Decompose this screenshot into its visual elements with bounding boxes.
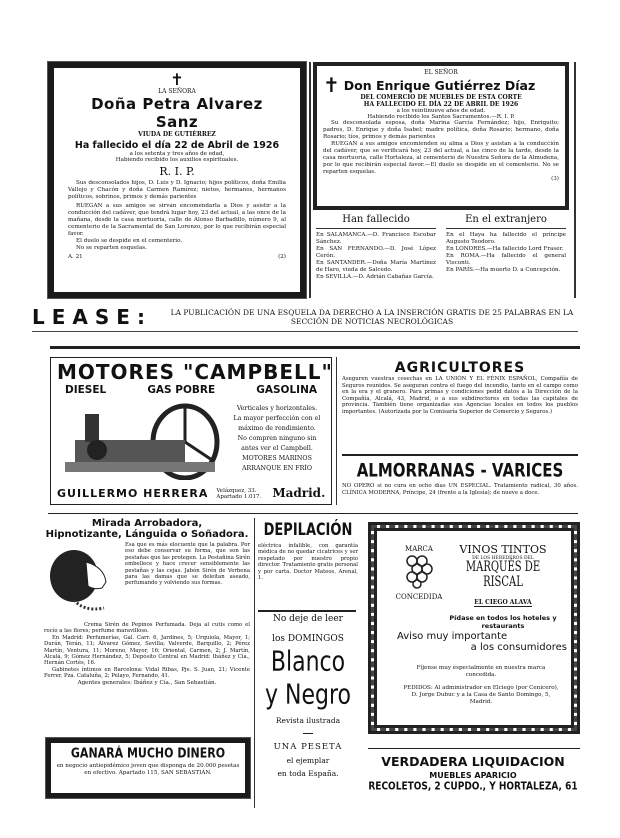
ad-title: GANARÁ MUCHO DINERO	[70, 745, 226, 762]
ad-title: AGRICULTORES	[394, 360, 526, 376]
ad-line: los DOMINGOS	[272, 634, 344, 644]
ad-mirada-siren	[44, 518, 250, 687]
ad-address: RECOLETOS, 2 CUPDO., Y HORTALEZA, 61	[368, 781, 578, 793]
ad-verdadera-liquidacion	[362, 754, 584, 792]
ad-title: DEPILACIÓN	[263, 520, 353, 541]
obituary-petra-alvarez	[48, 62, 306, 298]
lease-word: LEASE:	[32, 304, 152, 329]
ad-depilacion	[258, 520, 358, 581]
ad-text: Crema Sirén de Pepinos Perfumada. Deja al cutis como el rocío a las flores; perfume maravilloso.	[44, 622, 250, 635]
obit-line: DEL COMERCIO DE MUEBLES DE ESTA CORTE	[360, 94, 522, 101]
list-item: En SEVILLA.—D. Adrián Cabañas García.	[316, 274, 434, 280]
marca-label: MARCA	[405, 545, 433, 553]
cross-icon: ✝	[170, 70, 184, 89]
ad-title: Mirada Arrobadora,	[91, 518, 203, 529]
list-item: En LONDRES.—Ha fallecido Lord Fraser.	[446, 246, 564, 252]
obit-name: Doña Petra Alvarez Sanz	[91, 95, 263, 131]
obituary-enrique-gutierrez	[313, 62, 569, 210]
ad-almorranas	[342, 458, 578, 496]
ad-line: DE LOS HEREDEROS DEL	[472, 556, 534, 561]
ad-ganara	[46, 738, 250, 798]
list-item: En SAN FERNANDO.—D. José López Cerón.	[316, 246, 436, 259]
grapes-icon	[404, 553, 434, 589]
company-address: Velázquez, 33. Apartado 1.017.	[216, 488, 262, 500]
ad-line: No deje de leer	[272, 614, 343, 624]
deaths-column	[316, 214, 436, 281]
obit-code: (2)	[278, 254, 286, 260]
ad-text: Esa que es más elocuente que la palabra. Por eso debe conservar su forma, que son las pestañas que las protegen. La Pestañina Sirén embellece y hace crecer sensiblemente las pestañas y las cejas. Jabón Sirén de Verbena para las damas que se deleitan aseado, perfumando y volviendo sus formas.	[125, 542, 250, 587]
divider	[48, 513, 578, 514]
section-title: En el extranjero	[446, 214, 566, 229]
ad-line: No compren ninguno sin antes ver el Campbell.	[237, 435, 317, 452]
ad-line: en toda España.	[277, 769, 339, 778]
divider	[368, 748, 580, 749]
ad-motores-campbell	[50, 357, 332, 505]
ad-line: el ejemplar	[286, 756, 330, 765]
obit-request: RUEGAN a sus amigos se sirvan encomendarla a Dios y asistir a la conducción del cadáver, que tendrá lugar hoy, 23 del actual, a las once de la mañana, desde la casa mortuoria, calle de Alonso Barbadillo, número 9, al cementerio de la Sacramental de San Lorenzo, por lo que recibirán especial favor.	[68, 203, 286, 237]
ad-subtitle: MUEBLES APARICIO	[429, 771, 517, 780]
list-item: En ROMA.—Ha fallecido el general Visconti.	[446, 253, 566, 266]
list-item: En SANTANDER.—Doña María Martínez de Haro, viuda de Salcedo.	[316, 260, 436, 273]
abroad-column	[446, 214, 566, 274]
ad-subtitle: Hipnotizante, Lánguida o Soñadora.	[45, 529, 249, 540]
obit-farewell: El duelo se despide en el cementerio.	[76, 238, 183, 244]
ad-line: ARRANQUE EN FRÍO	[241, 465, 313, 472]
ad-line: Pídase en todos los hoteles y restaurants	[449, 614, 557, 630]
obit-ref: A. 21	[68, 254, 83, 260]
type-diesel: DIESEL	[65, 384, 107, 396]
ad-text: eléctrica infalible, con garantía médica de no quedar cicatrices y ser respetado por nuestro propio director. Tratamiento gratis personal y por carta. Doctor Mateos, Arenal, 1.	[258, 543, 358, 582]
ad-text: NO OPERO si no cura en ocho días UN ESPECIAL. Tratamiento radical, 30 años. CLÍNICA MODERNA, Príncipe, 24 (frente a la Iglesia); de nueve a doce.	[342, 483, 578, 496]
ad-vinos-marques-riscal	[368, 522, 580, 734]
ad-line: MOTORES MARINOS	[242, 455, 312, 462]
lease-text: LA PUBLICACIÓN DE UNA ESQUELA DA DERECHO A LA INSERCIÓN GRATIS DE 25 PALABRAS EN LA SECCIÓN DE NOTICIAS NECROLÓGICAS	[170, 307, 574, 326]
cross-icon: ✝	[323, 73, 340, 97]
column-divider	[254, 518, 255, 808]
obit-name: Don Enrique Gutiérrez Díaz	[343, 77, 536, 93]
brand-name: MARQUÉS DE RISCAL	[465, 559, 541, 591]
ad-text: Gabinetes íntimos en Barcelona: Vidal Ribas, Pje. S. Juan, 21; Vicente Ferrer, Pza. Cataluña, 2; Pelayo, Fernando, 41.	[44, 666, 250, 680]
divider	[342, 454, 578, 456]
ad-line: La mayor perfección con el máximo de rendimiento.	[233, 415, 321, 432]
obit-date: HA FALLECIDO EL DÍA 22 DE ABRIL DE 1926	[363, 101, 519, 108]
magazine-subtitle: Revista ilustrada	[275, 716, 341, 725]
obit-family: Su desconsolada esposa, doña Marina García Fernández; hijo, Enriquito; padres, D. Enrique y doña Isabel; madre política, doña Rosario; hermano, doña Rosario; tíos, primos y demás parientes	[323, 120, 559, 140]
type-gas-pobre: GAS POBRE	[147, 384, 216, 396]
obit-no-cards: No se reparten esquelas.	[76, 245, 147, 251]
engine-illustration	[57, 402, 227, 480]
obit-date: Ha fallecido el día 22 de Abril de 1926	[74, 140, 280, 151]
obit-code: (3)	[551, 176, 559, 182]
ad-title: MOTORES "CAMPBELL"	[57, 360, 333, 384]
column-divider	[336, 357, 337, 505]
ad-agricultores	[342, 360, 578, 416]
ad-title: VINOS TINTOS	[459, 543, 547, 556]
ad-line: EL CIEGO ALAVA	[474, 599, 532, 606]
obit-widow: VIUDA DE GUTIÉRREZ	[138, 131, 216, 138]
ad-text: Fíjense muy especialmente en nuestra marca concedida.	[416, 665, 546, 678]
notice-line: Aviso muy importante	[397, 631, 508, 642]
woman-portrait-illustration	[44, 542, 122, 622]
list-item: En el Haya ha fallecido el príncipe Augusto Teodoro.	[446, 232, 566, 245]
lease-banner	[32, 302, 578, 332]
trademark-emblem	[391, 545, 447, 601]
ad-title: VERDADERA LIQUIDACION	[381, 754, 565, 769]
company-city: Madrid.	[272, 486, 326, 500]
ad-title: ALMORRANAS - VARICES	[356, 458, 564, 482]
magazine-title: y Negro	[265, 679, 351, 712]
column-divider	[309, 62, 311, 298]
notice-line: a los consumidores	[470, 642, 567, 653]
divider	[258, 610, 356, 612]
obit-sacraments: Habiendo recibido los Santos Sacramentos.—R. I. P.	[367, 114, 515, 120]
obit-request: RUEGAN a sus amigos encomienden su alma a Dios y asistan a la conducción del cadáver, que se verificará hoy, 23 del actual, a las cinco de la tarde, desde la casa mortuoria, calle Hortaleza, al cementerio de Nuestra Señora de la Almudena, por lo que recibirán especial favor.—El duelo se despide en el cementerio. No se reparten esquelas.	[323, 141, 559, 175]
obit-age: a los veintinueve años de edad.	[396, 108, 486, 114]
ad-agents: Agentes generales: Ibáñez y Cía., San Sebastián.	[77, 679, 217, 686]
list-item: En PARÍS.—Ha muerto D. a Concepción.	[446, 267, 561, 273]
magazine-title: Blanco	[270, 646, 346, 679]
obit-family: Sus desconsolados hijos, D. Luis y D. Ignacio; hijos políticos, doña Emilia Vallejo y Chacón y doña Carmen Ramírez; nietos, hermanos, hermanos políticos, sobrinos, primos y demás parientes	[68, 180, 286, 200]
ad-line: Verticales y horizontales.	[236, 405, 318, 412]
ad-text: PEDIDOS: Al administrador en Elciego (por Cenicero), D. Jorge Dubuc y a la Casa de Santo Domingo, 5, Madrid.	[403, 685, 559, 705]
divider	[50, 346, 580, 349]
ad-blanco-y-negro	[256, 614, 360, 778]
price: UNA PESETA	[273, 742, 343, 752]
concedida-label: CONCEDIDA	[395, 593, 443, 601]
list-item: En SALAMANCA.—D. Francisco Escobar Sánchez.	[316, 232, 436, 245]
obit-sacraments: Habiendo recibido los auxilios espirituales.	[115, 157, 239, 163]
right-border	[574, 62, 576, 298]
obit-age: a los setenta y tres años de edad,	[129, 151, 225, 157]
section-title: Han fallecido	[316, 214, 436, 229]
obit-intro: EL SEÑOR	[424, 69, 458, 76]
company-name: GUILLERMO HERRERA	[57, 487, 209, 500]
ad-text: En Madrid: Perfumerías, Gal. Carr. 6, Jardines, 5; Urquiola, Mayor, 1; Durán, Terán, 11; Álvarez Gómez, Sevilla; Valverde, Barquillo, 2; Pérez Martín, Ventura, 11; Moreno, Mayor, 16; Oriental, Carmen, 2; J. Martín, Alcalá, 9; Gómez Hernández, 5; Depósito Central en Madrid: Ibáñez y Cía., Hernán Cortés, 16.	[44, 634, 250, 667]
ad-text: en negocio antiepidémico joven que disponga de 20.000 pesetas en efectivo. Apartado 115, SAN SEBASTIÁN.	[56, 763, 240, 776]
obit-intro: LA SEÑORA	[158, 88, 196, 95]
ad-text: Aseguren vuestras cosechas en LA UNIÓN Y EL FÉNIX ESPAÑOL, Compañía de Seguros reunidos. Se aseguran contra el fuego del incendio, tanto en el campo como en la era y el granero. Para primas y condiciones pedid datos a la Dirección de la Compañía, Alcalá, 43, Madrid, o a sus subdirectores en todas las capitales de provincia. También tiene organizadas sus Agencias locales en todos los pueblos importantes. (Autorizada por la Comisaría Superior de Comercio y Seguros.)	[342, 376, 578, 415]
obit-rip: R. I. P.	[159, 165, 195, 178]
type-gasolina: GASOLINA	[256, 384, 317, 396]
